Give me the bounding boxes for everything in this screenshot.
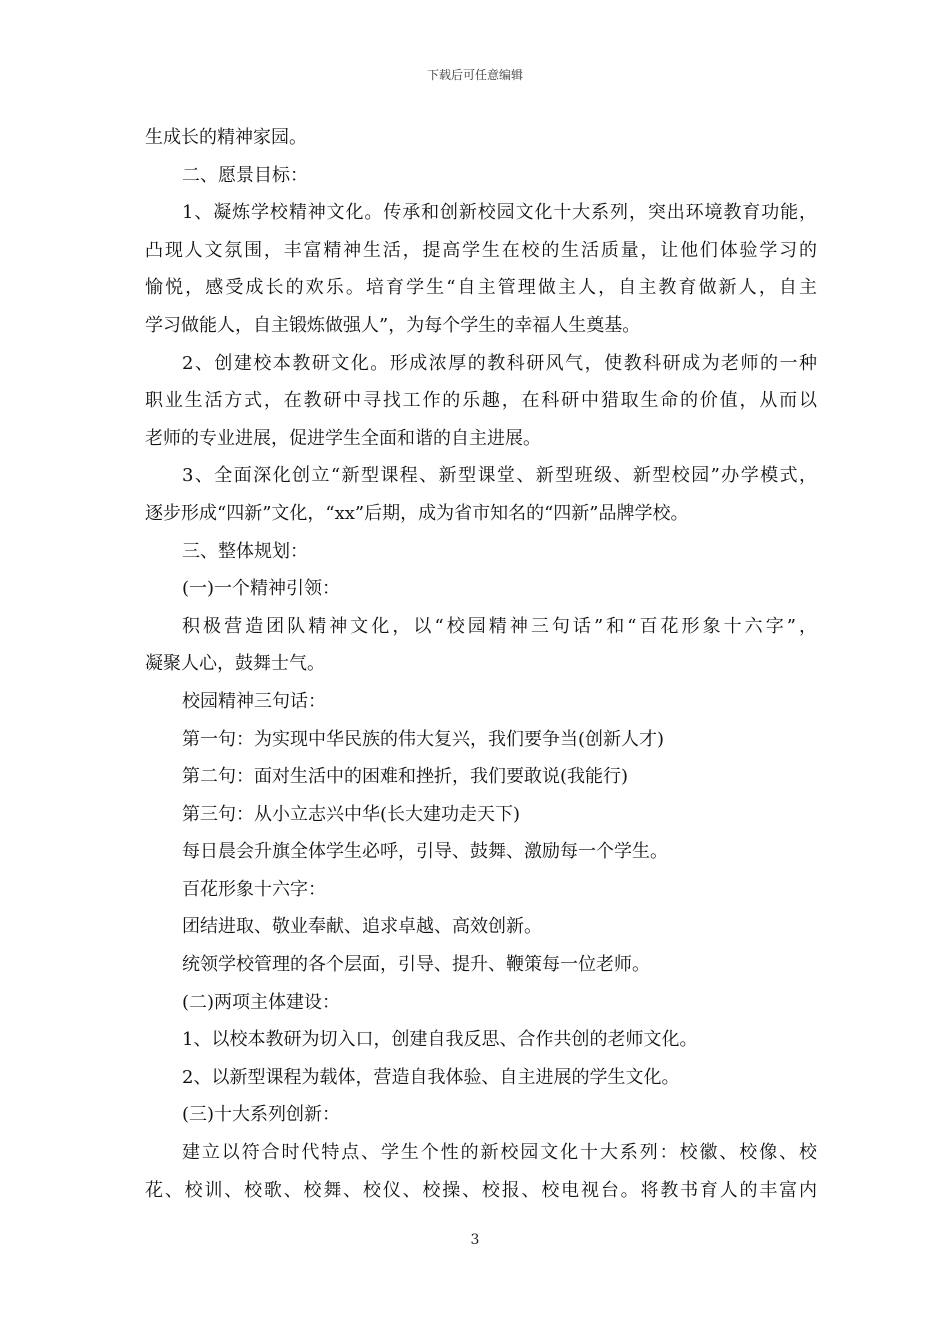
- text-line: 百花形象十六字：: [182, 878, 326, 900]
- text-line: 职业生活方式，在教研中寻找工作的乐趣，在科研中猎取生命的价值，从而以: [145, 390, 817, 412]
- text-line: 凸现人文氛围，丰富精神生活，提高学生在校的生活质量，让他们体验学习的: [145, 239, 817, 261]
- text-line: 统领学校管理的各个层面，引导、提升、鞭策每一位老师。: [182, 954, 650, 976]
- text-line: 第二句：面对生活中的困难和挫折，我们要敢说(我能行): [182, 766, 629, 788]
- subsection-heading: (一)一个精神引领：: [182, 578, 341, 600]
- text-line: 3、全面深化创立“新型课程、新型课堂、新型班级、新型校园”办学模式，: [182, 465, 817, 487]
- text-line: 校园精神三句话：: [182, 690, 326, 712]
- text-line: 1、以校本教研为切入口，创建自我反思、合作共创的老师文化。: [182, 1029, 698, 1051]
- text-line: 生成长的精神家园。: [145, 127, 307, 148]
- text-line: 每日晨会升旗全体学生必呼，引导、鼓舞、激励每一个学生。: [182, 841, 668, 863]
- text-line: 团结进取、敬业奉献、追求卓越、高效创新。: [182, 916, 542, 938]
- text-line: 2、创建校本教研文化。形成浓厚的教科研风气，使教科研成为老师的一种: [182, 352, 817, 374]
- page-number: 3: [470, 1232, 480, 1248]
- page-header: 下载后可任意编辑: [426, 68, 523, 82]
- text-line: 第三句：从小立志兴中华(长大建功走天下): [182, 803, 521, 825]
- text-line: 学习做能人，自主锻炼做强人”，为每个学生的幸福人生奠基。: [145, 314, 641, 336]
- text-line: 建立以符合时代特点、学生个性的新校园文化十大系列：校徽、校像、校: [182, 1142, 817, 1164]
- text-line: 花、校训、校歌、校舞、校仪、校操、校报、校电视台。将教书育人的丰富内: [145, 1179, 817, 1201]
- text-line: 老师的专业进展，促进学生全面和谐的自主进展。: [145, 427, 541, 449]
- subsection-heading: (三)十大系列创新：: [182, 1104, 341, 1126]
- section-heading: 三、整体规划：: [182, 540, 308, 562]
- text-line: 愉悦，感受成长的欢乐。培育学生“自主管理做主人，自主教育做新人，自主: [145, 277, 817, 299]
- section-heading: 二、愿景目标：: [182, 164, 308, 186]
- subsection-heading: (二)两项主体建设：: [182, 991, 341, 1013]
- text-line: 第一句：为实现中华民族的伟大复兴，我们要争当(创新人才): [182, 728, 665, 750]
- text-line: 2、以新型课程为载体，营造自我体验、自主进展的学生文化。: [182, 1066, 680, 1088]
- document-body: [145, 119, 817, 1209]
- text-line: 积极营造团队精神文化，以“校园精神三句话”和“百花形象十六字”，: [182, 615, 817, 637]
- text-line: 逐步形成“四新”文化，“xx”后期，成为省市知名的“四新”品牌学校。: [145, 502, 689, 524]
- text-line: 凝聚人心，鼓舞士气。: [145, 653, 325, 675]
- text-line: 1、凝炼学校精神文化。传承和创新校园文化十大系列，突出环境教育功能，: [182, 202, 817, 224]
